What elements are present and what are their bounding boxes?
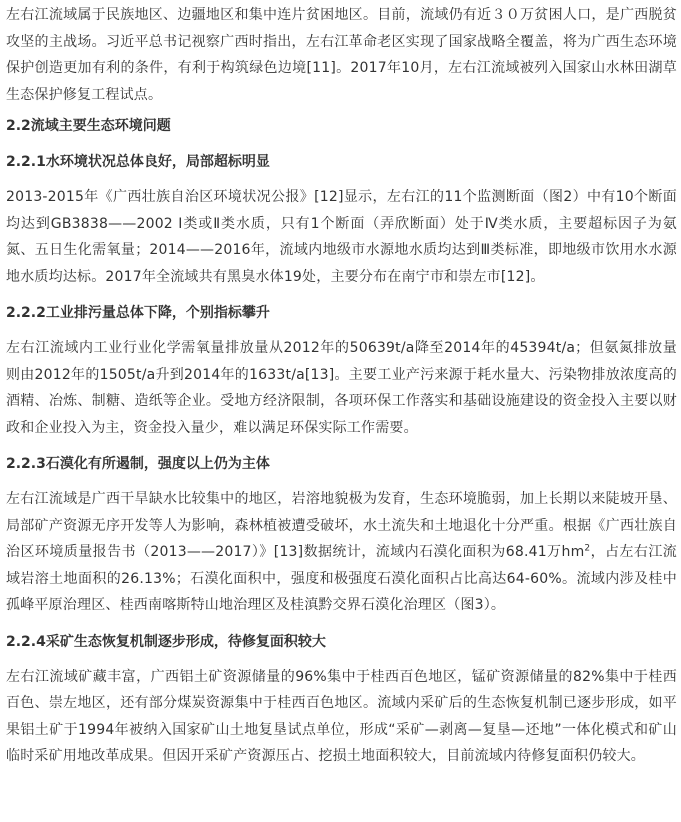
section-heading-2-2-2: 2.2.2工业排污量总体下降，个别指标攀升 bbox=[6, 305, 270, 321]
section-heading-2-2-3: 2.2.3石漠化有所遏制，强度以上仍为主体 bbox=[6, 456, 270, 472]
section-heading-2-2: 2.2流域主要生态环境问题 bbox=[6, 118, 171, 134]
paragraph-water-environment: 2013-2015年《广西壮族自治区环境状况公报》[12]显示，左右江的11个监测断面（图2）中有10个断面均达到GB3838——2002 Ⅰ类或Ⅱ类水质，只有1个断面（弄欣断面）处于Ⅳ类水质，主要超标因子为氨氮、五日生化需氧量；2014——2016年，流域内地级市水源地水质均达到Ⅲ类标准，即地级市饮用水水源地水质均达标。2017年全流域共有黑臭水体19处，主要分布在南宁市和崇左市[12]。 bbox=[6, 189, 677, 285]
article-body bbox=[0, 2, 681, 822]
section-heading-2-2-1: 2.2.1水环境状况总体良好，局部超标明显 bbox=[6, 154, 270, 170]
paragraph-rocky-text-1: 左右江流域是广西干旱缺水比较集中的地区，岩溶地貌极为发育，生态环境脆弱，加上长期以来陡坡开垦、局部矿产资源无序开发等人为影响，森林植被遭受破坏，水土流失和土地退化十分严重。根据《广西壮族自治区环境质量报告书（2013——2017）》[13]数据统计，流域内石漠化面积为68.41万hm bbox=[6, 491, 677, 560]
paragraph-industrial-pollution: 左右江流域内工业行业化学需氧量排放量从2012年的50639t/a降至2014年的45394t/a；但氨氮排放量则由2012年的1505t/a升到2014年的1633t/a[13]。主要工业产污来源于耗水量大、污染物排放浓度高的酒精、冶炼、制糖、造纸等企业。受地方经济限制，各项环保工作落实和基础设施建设的资金投入主要以财政和企业投入为主，资金投入量少，难以满足环保实际工作需要。 bbox=[6, 340, 677, 436]
paragraph-rocky-desertification bbox=[6, 486, 677, 619]
paragraph-rocky-text-2: ，占左右江流域岩溶土地面积的26.13%；石漠化面积中，强度和极强度石漠化面积占比高达64-60%。流域内涉及桂中孤峰平原治理区、桂西南喀斯特山地治理区及桂滇黔交界石漠化治理区（图3）。 bbox=[6, 544, 678, 613]
superscript-area-unit: 2 bbox=[584, 543, 591, 554]
paragraph-intro: 左右江流域属于民族地区、边疆地区和集中连片贫困地区。目前，流域仍有近３０万贫困人口，是广西脱贫攻坚的主战场。习近平总书记视察广西时指出，左右江革命老区实现了国家战略全覆盖，将为广西生态环境保护创造更加有利的条件，有利于构筑绿色边境[11]。2017年10月，左右江流域被列入国家山水林田湖草生态保护修复工程试点。 bbox=[6, 7, 677, 103]
section-heading-2-2-4: 2.2.4采矿生态恢复机制逐步形成，待修复面积较大 bbox=[6, 633, 326, 650]
paragraph-mining-restoration: 左右江流域矿藏丰富，广西铝土矿资源储量的96%集中于桂西百色地区，锰矿资源储量的82%集中于桂西百色、崇左地区，还有部分煤炭资源集中于桂西百色地区。流域内采矿后的生态恢复机制已逐步形成，如平果铝土矿于1994年被纳入国家矿山土地复垦试点单位，形成“采矿—剥离—复垦—还地”一体化模式和矿山临时采矿用地改革成果。但因开采矿产资源压占、挖损土地面积较大，目前流域内待修复面积仍较大。 bbox=[6, 668, 677, 764]
